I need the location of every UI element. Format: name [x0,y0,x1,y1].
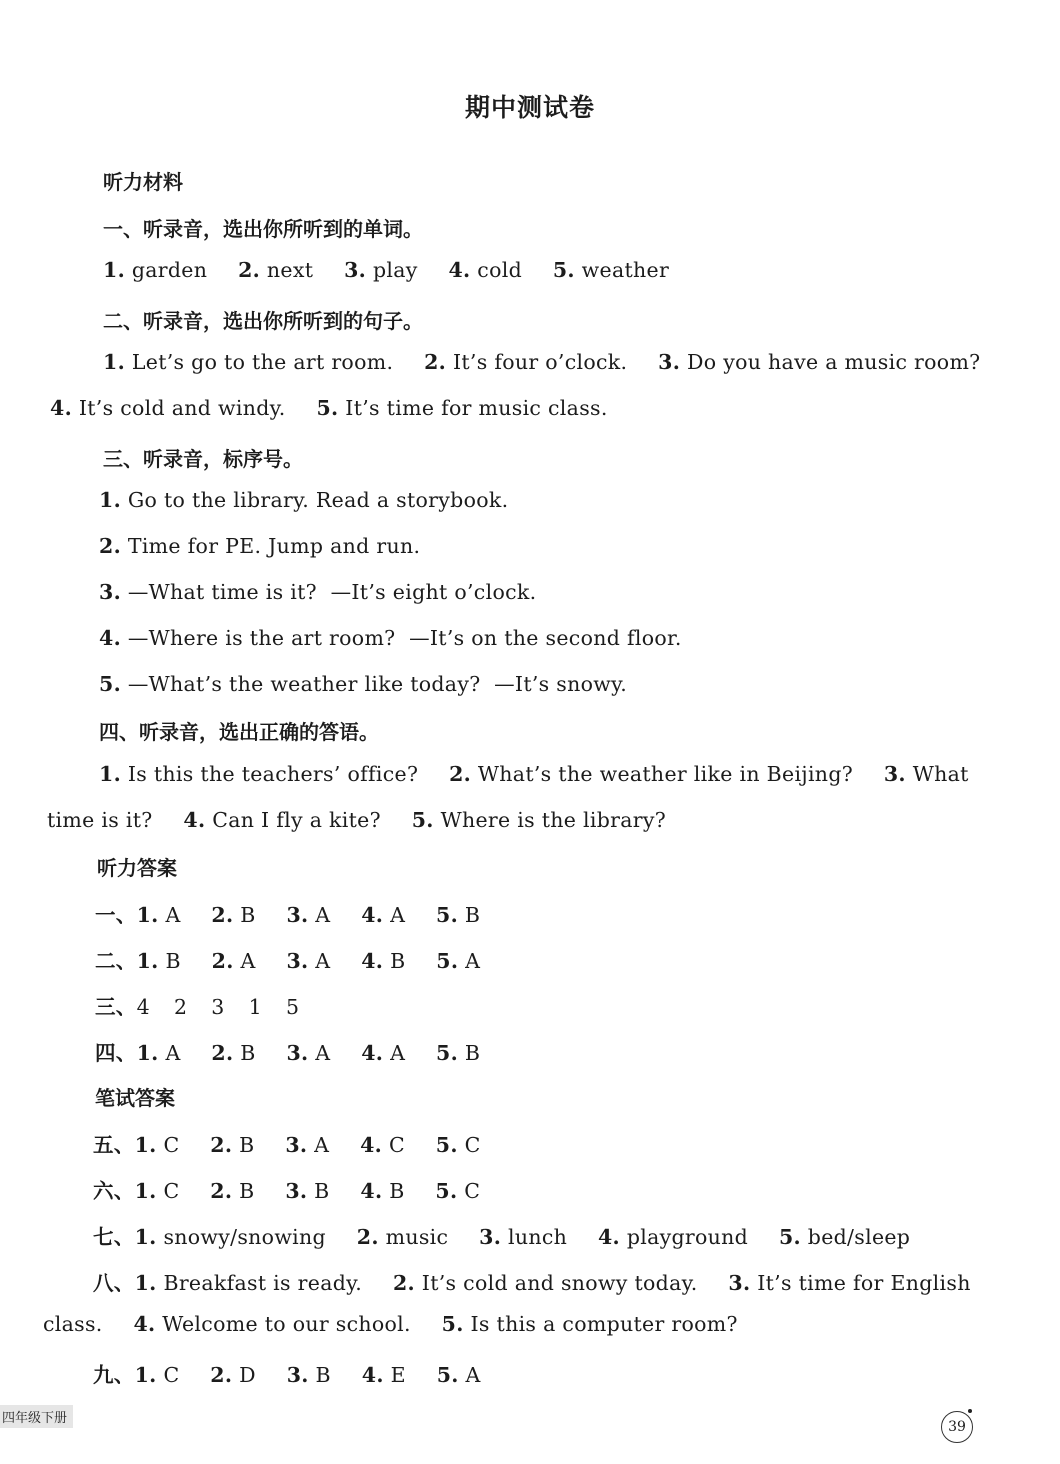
grade-label: 四年级下册 [0,1405,73,1428]
written-answer-row-5: 五、1. C 2. B 3. A 4. C 5. C [93,1133,481,1157]
section-2-items-line-2: 4. It’s cold and windy. 5. It’s time for music class. [50,396,608,420]
page-title: 期中测试卷 [464,93,595,122]
section-2-items-line-1: 1. Let’s go to the art room. 2. It’s four o’clock. 3. Do you have a music room? [103,350,981,374]
section-4-items-line-2: time is it? 4. Can I fly a kite? 5. Where is the library? [47,808,667,832]
listening-material-heading: 听力材料 [103,170,183,194]
listening-answer-row-3: 三、4 2 3 1 5 [95,995,300,1019]
listening-answer-row-4: 四、1. A 2. B 3. A 4. A 5. B [95,1041,481,1065]
page-number: 39 [941,1411,973,1443]
section-2-heading: 二、听录音，选出你所听到的句子。 [103,309,423,333]
section-3-item-1: 1. Go to the library. Read a storybook. [99,488,509,512]
written-answer-row-8-line-2: class. 4. Welcome to our school. 5. Is this a computer room? [43,1312,738,1336]
section-1-items: 1. garden 2. next 3. play 4. cold 5. weather [103,258,670,282]
written-answers-heading: 笔试答案 [95,1086,175,1110]
section-3-heading: 三、听录音，标序号。 [103,447,303,471]
section-3-item-2: 2. Time for PE. Jump and run. [99,534,421,558]
listening-answers-heading: 听力答案 [97,856,177,880]
section-1-heading: 一、听录音，选出你所听到的单词。 [103,217,423,241]
section-3-item-4: 4. —Where is the art room? —It’s on the second floor. [99,626,682,650]
listening-answer-row-2: 二、1. B 2. A 3. A 4. B 5. A [95,949,481,973]
written-answer-row-8-line-1: 八、1. Breakfast is ready. 2. It’s cold and snowy today. 3. It’s time for English [93,1271,971,1295]
listening-answer-row-1: 一、1. A 2. B 3. A 4. A 5. B [95,903,481,927]
section-3-item-3: 3. —What time is it? —It’s eight o’clock. [99,580,537,604]
written-answer-row-7: 七、1. snowy/snowing 2. music 3. lunch 4. playground 5. bed/sleep [93,1225,911,1249]
page-number-dot [968,1409,972,1413]
section-4-heading: 四、听录音，选出正确的答语。 [99,720,379,744]
written-answer-row-6: 六、1. C 2. B 3. B 4. B 5. C [93,1179,481,1203]
section-3-item-5: 5. —What’s the weather like today? —It’s snowy. [99,672,628,696]
section-4-items-line-1: 1. Is this the teachers’ office? 2. What’s the weather like in Beijing? 3. What [99,762,969,786]
written-answer-row-9: 九、1. C 2. D 3. B 4. E 5. A [93,1363,481,1387]
